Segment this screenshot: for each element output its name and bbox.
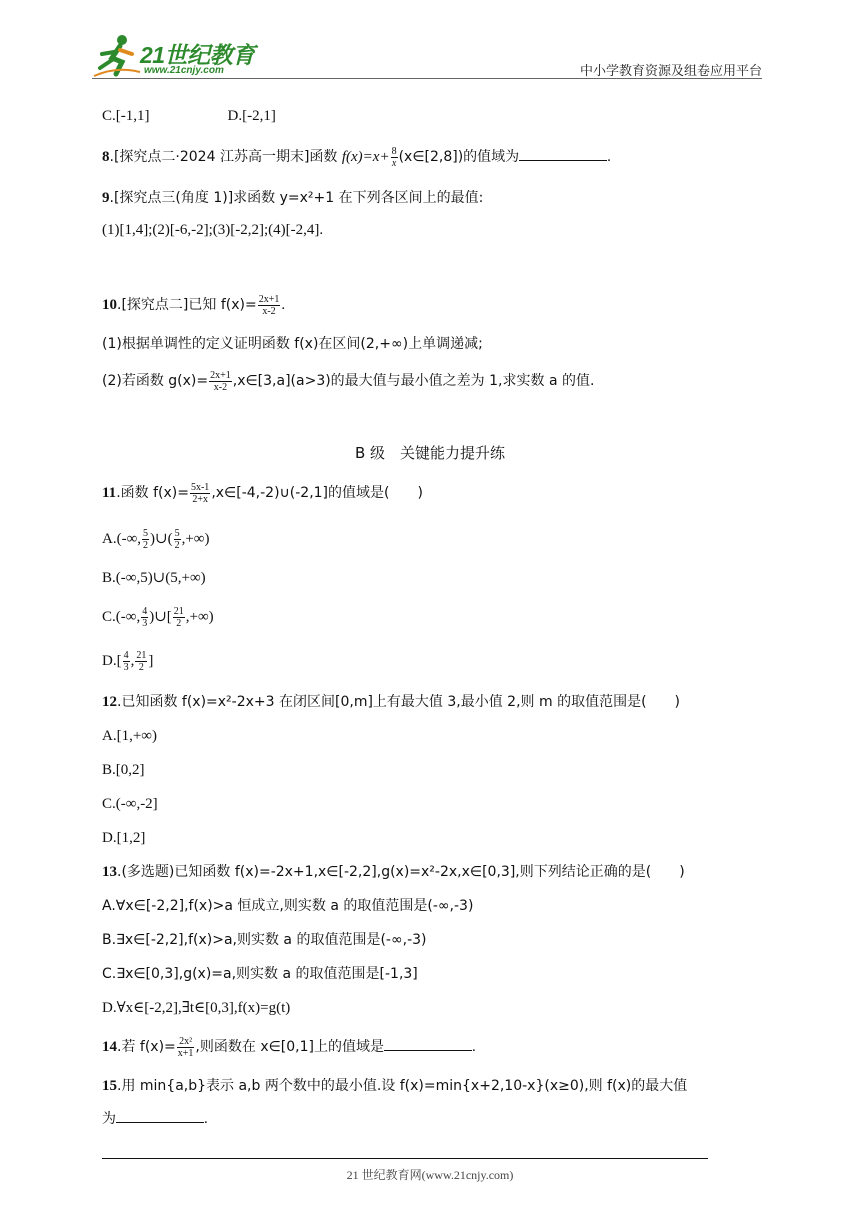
question-9-parts — [102, 220, 323, 240]
question-12 — [102, 692, 680, 712]
question-text: .[探究点三(角度 1)]求函数 y=x²+1 在下列各区间上的最值: — [109, 190, 484, 206]
logo-url-text: www.21cnjy.com — [144, 65, 224, 76]
question-text: .[探究点二]已知 f(x)= — [117, 296, 257, 313]
question-number: 8 — [102, 149, 110, 165]
q11-option-b[interactable]: B.(-∞,5)∪(5,+∞) — [102, 570, 206, 586]
answer-blank[interactable] — [519, 146, 607, 161]
question-number: 15 — [102, 1078, 117, 1094]
option-d: D.[-2,1] — [227, 108, 276, 124]
fraction: $\frac{\text{2x²}}{x+1}$ — [177, 1036, 194, 1060]
question-text-cont: ,x∈[-4,-2)∪(-2,1]的值域是( ) — [211, 484, 423, 501]
question-13 — [102, 862, 685, 882]
option-c: C.[-1,1] — [102, 108, 150, 124]
question-10-part-1 — [102, 334, 483, 354]
question-text-cont: ,则函数在 x∈[0,1]上的值域是 — [195, 1039, 384, 1055]
sub-question-text: (2)若函数 g(x)= — [102, 372, 209, 389]
question-8: 8.[探究点二·2024 江苏高一期末]函数 f(x)=x+ $\frac{8}{x}$ (x∈[2,8])的值域为 . — [102, 146, 611, 170]
fraction: $\frac{2x+1}{x-2}$ — [258, 294, 280, 317]
platform-title: 中小学教育资源及组卷应用平台 — [579, 64, 762, 79]
question-number: 9 — [102, 190, 110, 206]
question-14: 14.若 f(x)= $\frac{\text{2x²}}{x+1}$ ,则函数在 x∈[0,1]上的值域是 . — [102, 1036, 476, 1060]
question-number: 13 — [102, 864, 117, 880]
question-number: 10 — [102, 296, 117, 313]
q12-option-c[interactable]: C.(-∞,-2] — [102, 796, 158, 812]
question-15 — [102, 1076, 687, 1096]
q13-option-c[interactable]: C.∃x∈[0,3],g(x)=a,则实数 a 的取值范围是[-1,3] — [102, 966, 418, 982]
runner-icon — [92, 32, 142, 78]
question-10: 10.[探究点二]已知 f(x)= $\frac{2x+1}{x-2}$ . — [102, 294, 286, 317]
fraction: $\frac{8}{x}$ — [391, 146, 397, 170]
fraction: $\frac{5x-1}{2+x}$ — [190, 482, 210, 505]
question-number: 14 — [102, 1039, 117, 1055]
question-text: .[探究点二·2024 江苏高一期末]函数 — [109, 149, 342, 165]
question-text: .用 min{a,b}表示 a,b 两个数中的最小值.设 f(x)=min{x+2,10-x}(x≥0),则 f(x)的最大值 — [117, 1078, 688, 1094]
q11-option-c[interactable]: C.(-∞, $\frac{4}{3}$ )∪[ $\frac{21}{2}$ ,+∞) — [102, 606, 214, 629]
answer-blank[interactable] — [116, 1108, 204, 1123]
q11-option-d[interactable]: D.[ $\frac{4}{3}$ , $\frac{21}{2}$ ] — [102, 650, 154, 673]
fraction: $\frac{2x+1}{x-2}$ — [210, 370, 231, 393]
q13-option-d[interactable]: D.∀x∈[-2,2],∃t∈[0,3],f(x)=g(t) — [102, 1000, 291, 1016]
page-header — [92, 32, 762, 82]
question-text: .(多选题)已知函数 f(x)=-2x+1,x∈[-2,2],g(x)=x²-2x,x∈[0,3],则下列结论正确的是( ) — [117, 864, 685, 880]
q12-option-a[interactable]: A.[1,+∞) — [102, 728, 157, 744]
question-text: .若 f(x)= — [117, 1039, 176, 1055]
question-text-cont: (x∈[2,8])的值域为 — [398, 149, 520, 165]
q13-option-a[interactable]: A.∀x∈[-2,2],f(x)>a 恒成立,则实数 a 的取值范围是(-∞,-3) — [102, 898, 474, 914]
footer-text: 21 世纪教育网(www.21cnjy.com) — [346, 1168, 514, 1182]
question-text: .函数 f(x)= — [116, 484, 189, 501]
question-text: .已知函数 f(x)=x²-2x+3 在闭区间[0,m]上有最大值 3,最小值 2,则 m 的取值范围是( ) — [117, 694, 680, 710]
sub-question-text: (1)根据单调性的定义证明函数 f(x)在区间(2,+∞)上单调递减; — [102, 336, 483, 352]
question-11 — [102, 482, 423, 505]
question-number: 12 — [102, 694, 117, 710]
q7-options-cd — [102, 106, 276, 126]
question-number: 11 — [102, 484, 117, 501]
question-10-part-2 — [102, 370, 594, 393]
site-logo — [92, 32, 262, 80]
q12-option-b[interactable]: B.[0,2] — [102, 762, 145, 778]
question-9 — [102, 188, 483, 208]
formula: f(x)=x+ — [341, 149, 390, 165]
header-divider — [92, 78, 762, 79]
q12-option-d[interactable]: D.[1,2] — [102, 830, 146, 846]
answer-blank[interactable] — [384, 1036, 472, 1051]
q13-option-b[interactable]: B.∃x∈[-2,2],f(x)>a,则实数 a 的取值范围是(-∞,-3) — [102, 932, 427, 948]
footer-divider — [102, 1158, 708, 1159]
logo-main-text: 21世纪教育 — [140, 42, 255, 68]
sub-question-text-cont: ,x∈[3,a](a>3)的最大值与最小值之差为 1,求实数 a 的值. — [232, 372, 595, 389]
section-heading: B 级 关键能力提升练 — [354, 444, 506, 462]
sub-question-list: (1)[1,4];(2)[-6,-2];(3)[-2,2];(4)[-2,4]. — [102, 222, 324, 238]
q11-option-a[interactable]: A.(-∞, $\frac{5}{2}$ )∪( $\frac{5}{2}$ ,+∞) — [102, 528, 210, 551]
question-15-cont: 为 . — [102, 1108, 208, 1129]
